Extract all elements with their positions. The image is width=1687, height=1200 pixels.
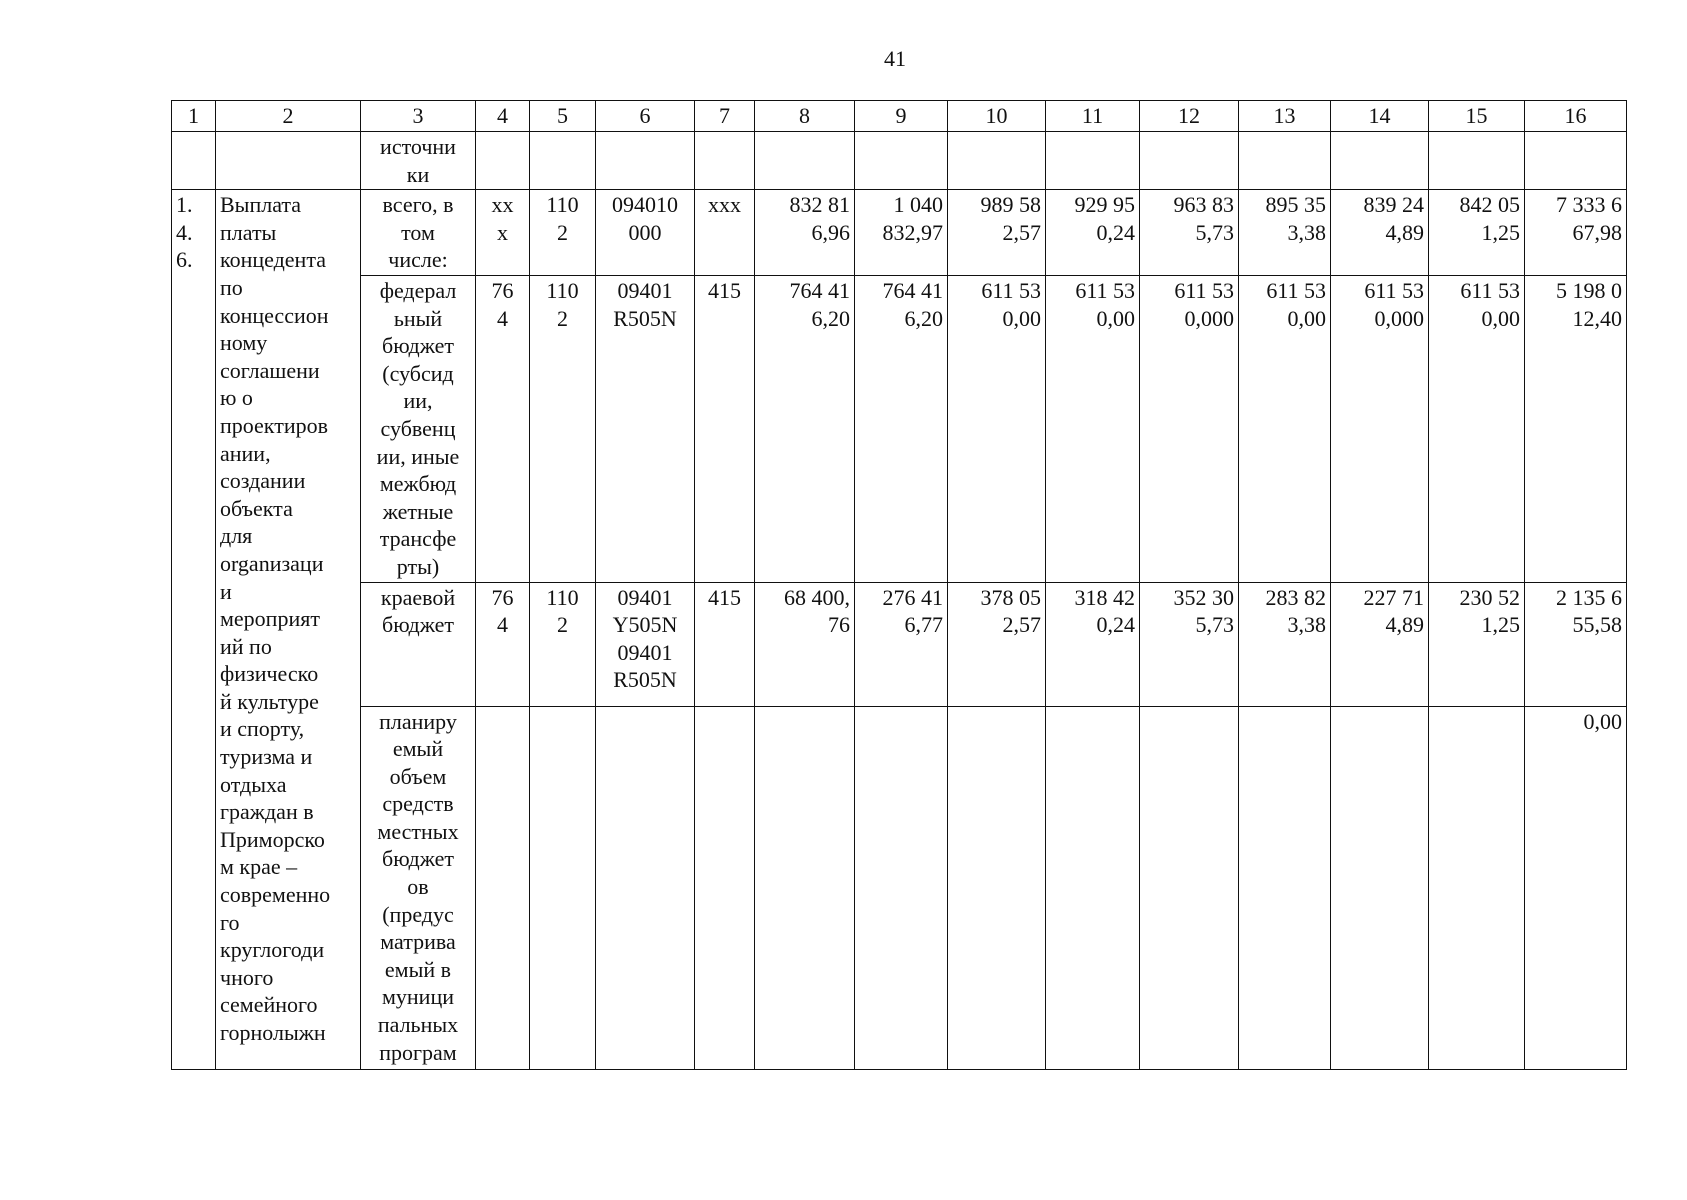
table-cell <box>1429 132 1525 190</box>
item-name-cell <box>216 190 361 1069</box>
cell-value: хх х <box>491 192 514 245</box>
table-cell <box>1525 275 1627 582</box>
table-cell <box>1140 190 1239 276</box>
header-cell: 10 <box>948 101 1046 132</box>
cell-value: 1 040 832,97 <box>882 192 943 245</box>
table-cell <box>1331 582 1429 706</box>
table-cell <box>1239 132 1331 190</box>
table-cell <box>1239 275 1331 582</box>
cell-value: 76 4 <box>491 584 514 638</box>
cell-value: 276 41 6,77 <box>882 584 943 638</box>
table-cell <box>1525 582 1627 706</box>
table-cell <box>1429 706 1525 1069</box>
source-cell <box>361 190 476 276</box>
cell-value: 094010 000 <box>612 192 678 245</box>
cell-value: 611 53 0,00 <box>1266 277 1326 331</box>
source-label: планиру емый объем средств местных бюджет ов (предус матрива емый в муници пальных програм <box>377 708 459 1065</box>
cell-value: 110 2 <box>546 192 579 245</box>
item-name: Выплата платы концедента по концессион ному соглашени ю о проектиров ании, создании объекта для organизаци и мероприят ий по физическо й культуре и спорту, туризма и отдыха граждан в Приморско м крае – современно го круглогоди чного семейного горнолыжн <box>220 192 331 1045</box>
table-cell <box>1525 706 1627 1069</box>
column-number-row <box>172 101 1627 132</box>
table-cell <box>755 132 855 190</box>
cell-value: 611 53 0,00 <box>981 277 1041 331</box>
table-cell <box>948 582 1046 706</box>
table-cell <box>476 275 530 582</box>
table-cell <box>596 582 695 706</box>
source-cell <box>361 582 476 706</box>
header-cell: 2 <box>216 101 361 132</box>
table-cell <box>596 132 695 190</box>
table-cell <box>530 582 596 706</box>
header-cell: 8 <box>755 101 855 132</box>
table-cell <box>1525 132 1627 190</box>
cell-value: 929 95 0,24 <box>1074 192 1135 245</box>
table-cell <box>530 706 596 1069</box>
cell-value: 611 53 0,000 <box>1364 277 1424 331</box>
table-cell <box>1429 275 1525 582</box>
table-cell <box>1331 132 1429 190</box>
sources-label-cell <box>361 132 476 190</box>
header-cell: 5 <box>530 101 596 132</box>
table-cell <box>1140 132 1239 190</box>
table-cell <box>1429 190 1525 276</box>
table-cell <box>1046 132 1140 190</box>
table-cell <box>530 132 596 190</box>
cell-value: 09401 Y505N 09401 R505N <box>612 584 678 693</box>
cell-value: 318 42 0,24 <box>1074 584 1135 638</box>
cell-value: 842 05 1,25 <box>1459 192 1520 245</box>
cell-value: 110 2 <box>546 584 579 638</box>
table-cell <box>695 190 755 276</box>
cell-value: 764 41 6,20 <box>882 277 943 331</box>
header-cell: 9 <box>855 101 948 132</box>
table-cell <box>855 706 948 1069</box>
cell-value: 415 <box>708 277 741 303</box>
item-number-cell <box>172 190 216 1069</box>
table-cell <box>1046 706 1140 1069</box>
table-cell <box>948 190 1046 276</box>
table-cell <box>1331 190 1429 276</box>
table-row-federal <box>172 275 1627 582</box>
cell-value: 110 2 <box>546 277 579 331</box>
cell-value: 5 198 0 12,40 <box>1556 277 1622 331</box>
table-cell <box>855 275 948 582</box>
cell-value: 611 53 0,000 <box>1174 277 1234 331</box>
table-cell <box>530 275 596 582</box>
cell-value: 963 83 5,73 <box>1173 192 1234 245</box>
table-cell <box>948 275 1046 582</box>
table-cell <box>1429 582 1525 706</box>
table-cell <box>948 132 1046 190</box>
table-cell <box>1331 706 1429 1069</box>
cell-value: 68 400, 76 <box>784 584 850 638</box>
table-cell <box>476 582 530 706</box>
source-cell <box>361 275 476 582</box>
table-cell <box>1525 190 1627 276</box>
table-cell <box>755 275 855 582</box>
cell-value: ххх <box>708 192 741 218</box>
table-row-total <box>172 190 1627 276</box>
table-cell <box>1140 706 1239 1069</box>
table-cell <box>476 132 530 190</box>
table-cell <box>755 582 855 706</box>
cell-value: 352 30 5,73 <box>1173 584 1234 638</box>
cell-value: 989 58 2,57 <box>980 192 1041 245</box>
page-number: 41 <box>884 46 906 71</box>
cell-value: 227 71 4,89 <box>1363 584 1424 638</box>
table-row-regional <box>172 582 1627 706</box>
table-cell <box>695 132 755 190</box>
table-cell <box>596 190 695 276</box>
cell-value: 832 81 6,96 <box>789 192 850 245</box>
header-cell: 1 <box>172 101 216 132</box>
table-cell <box>530 190 596 276</box>
cell-value: 895 35 3,38 <box>1265 192 1326 245</box>
header-cell: 13 <box>1239 101 1331 132</box>
table-cell <box>476 190 530 276</box>
header-cell: 6 <box>596 101 695 132</box>
table-cell <box>695 275 755 582</box>
cell-value: 764 41 6,20 <box>789 277 850 331</box>
table-cell <box>596 706 695 1069</box>
source-label: краевой бюджет <box>380 584 456 638</box>
table-cell <box>695 582 755 706</box>
table-cell <box>1046 582 1140 706</box>
header-cell: 14 <box>1331 101 1429 132</box>
table-cell <box>1239 190 1331 276</box>
cell-value: 230 52 1,25 <box>1459 584 1520 638</box>
cell-value: 378 05 2,57 <box>980 584 1041 638</box>
table-cell <box>1140 582 1239 706</box>
sources-label: источни ки <box>380 134 456 187</box>
source-label: всего, в том числе: <box>382 192 454 273</box>
item-number: 1. 4. 6. <box>176 192 193 273</box>
table-cell <box>1239 582 1331 706</box>
cell-value: 09401 R505N <box>613 277 677 331</box>
sources-row <box>172 132 1627 190</box>
cell-value: 0,00 <box>1583 708 1622 734</box>
header-cell: 16 <box>1525 101 1627 132</box>
cell-value: 611 53 0,00 <box>1460 277 1520 331</box>
header-cell: 12 <box>1140 101 1239 132</box>
table-cell <box>1239 706 1331 1069</box>
table-cell <box>855 190 948 276</box>
cell-value: 283 82 3,38 <box>1265 584 1326 638</box>
header-cell: 4 <box>476 101 530 132</box>
table-cell <box>596 275 695 582</box>
table-cell <box>1331 275 1429 582</box>
source-label: федерал ьный бюджет (субсид ии, субвенц ии, иные межбюд жетные трансфе рты) <box>376 277 460 579</box>
budget-table <box>171 100 1627 1070</box>
cell-value: 76 4 <box>491 277 514 331</box>
table-cell <box>948 706 1046 1069</box>
table-cell <box>695 706 755 1069</box>
table-cell <box>476 706 530 1069</box>
table-cell <box>1046 275 1140 582</box>
table-cell <box>216 132 361 190</box>
table-row-local <box>172 706 1627 1069</box>
source-cell <box>361 706 476 1069</box>
table-cell <box>1046 190 1140 276</box>
table-cell <box>1140 275 1239 582</box>
table-cell <box>855 582 948 706</box>
table-cell <box>755 190 855 276</box>
cell-value: 2 135 6 55,58 <box>1556 584 1622 638</box>
header-cell: 7 <box>695 101 755 132</box>
cell-value: 611 53 0,00 <box>1075 277 1135 331</box>
header-cell: 11 <box>1046 101 1140 132</box>
table-cell <box>172 132 216 190</box>
table-cell <box>855 132 948 190</box>
header-cell: 15 <box>1429 101 1525 132</box>
table-cell <box>755 706 855 1069</box>
cell-value: 839 24 4,89 <box>1363 192 1424 245</box>
header-cell: 3 <box>361 101 476 132</box>
cell-value: 7 333 6 67,98 <box>1556 192 1622 245</box>
cell-value: 415 <box>708 584 741 610</box>
